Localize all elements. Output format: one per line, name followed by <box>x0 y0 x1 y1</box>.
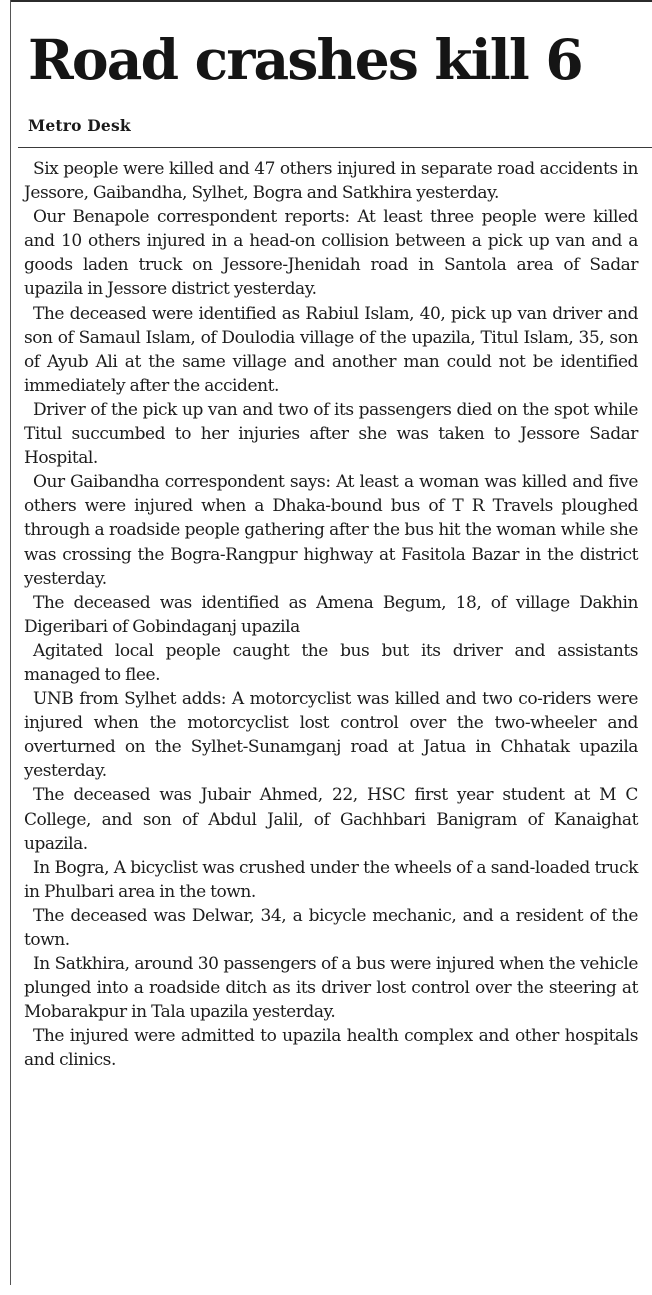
top-rule <box>10 0 652 2</box>
byline-rule <box>18 147 652 148</box>
article-body <box>24 157 638 1073</box>
paragraph: In Satkhira, around 30 passengers of a bus were injured when the vehicle plunged into a roadside ditch as its driver lost control over the steering at Mobarakpur in Tala upazila yesterday. <box>24 954 638 1023</box>
paragraph: In Bogra, A bicyclist was crushed under the wheels of a sand-loaded truck in Phulbari area in the town. <box>24 857 638 902</box>
paragraph: The injured were admitted to upazila health complex and other hospitals and clinics. <box>24 1026 638 1071</box>
paragraph: The deceased was Delwar, 34, a bicycle mechanic, and a resident of the town. <box>24 905 638 950</box>
paragraph: Our Gaibandha correspondent says: At least a woman was killed and five others were injured when a Dhaka-bound bus of T R Travels ploughed through a roadside people gathering after the bus hit the woman while she was crossing the Bogra-Rangpur highway at Fasitola Bazar in the district yesterday. <box>24 472 638 589</box>
column-rule <box>10 0 11 1285</box>
paragraph: Our Benapole correspondent reports: At least three people were killed and 10 others injured in a head-on collision between a pick up van and a goods laden truck on Jessore-Jhenidah road in Santola area of Sadar upazila in Jessore district yesterday. <box>24 207 638 300</box>
paragraph: UNB from Sylhet adds: A motorcyclist was killed and two co-riders were injured when the motorcyclist lost control over the two-wheeler and overturned on the Sylhet-Sunamganj road at Jatua in Chhatak upazila yesterday. <box>24 689 638 782</box>
paragraph: The deceased were identified as Rabiul Islam, 40, pick up van driver and son of Samaul Islam, of Doulodia village of the upazila, Titul Islam, 35, son of Ayub Ali at the same village and another man could not be identified immediately after the accident. <box>24 303 638 396</box>
paragraph: Six people were killed and 47 others injured in separate road accidents in Jessore, Gaibandha, Sylhet, Bogra and Satkhira yesterday. <box>24 159 638 204</box>
headline: Road crashes kill 6 <box>28 27 582 92</box>
byline: Metro Desk <box>28 116 131 135</box>
paragraph: The deceased was identified as Amena Begum, 18, of village Dakhin Digeribari of Gobindaganj upazila <box>24 592 638 637</box>
paragraph: The deceased was Jubair Ahmed, 22, HSC first year student at M C College, and son of Abdul Jalil, of Gachhbari Banigram of Kanaighat upazila. <box>24 785 638 854</box>
paragraph: Driver of the pick up van and two of its passengers died on the spot while Titul succumbed to her injuries after she was taken to Jessore Sadar Hospital. <box>24 399 638 469</box>
paragraph: Agitated local people caught the bus but its driver and assistants managed to flee. <box>24 640 638 685</box>
